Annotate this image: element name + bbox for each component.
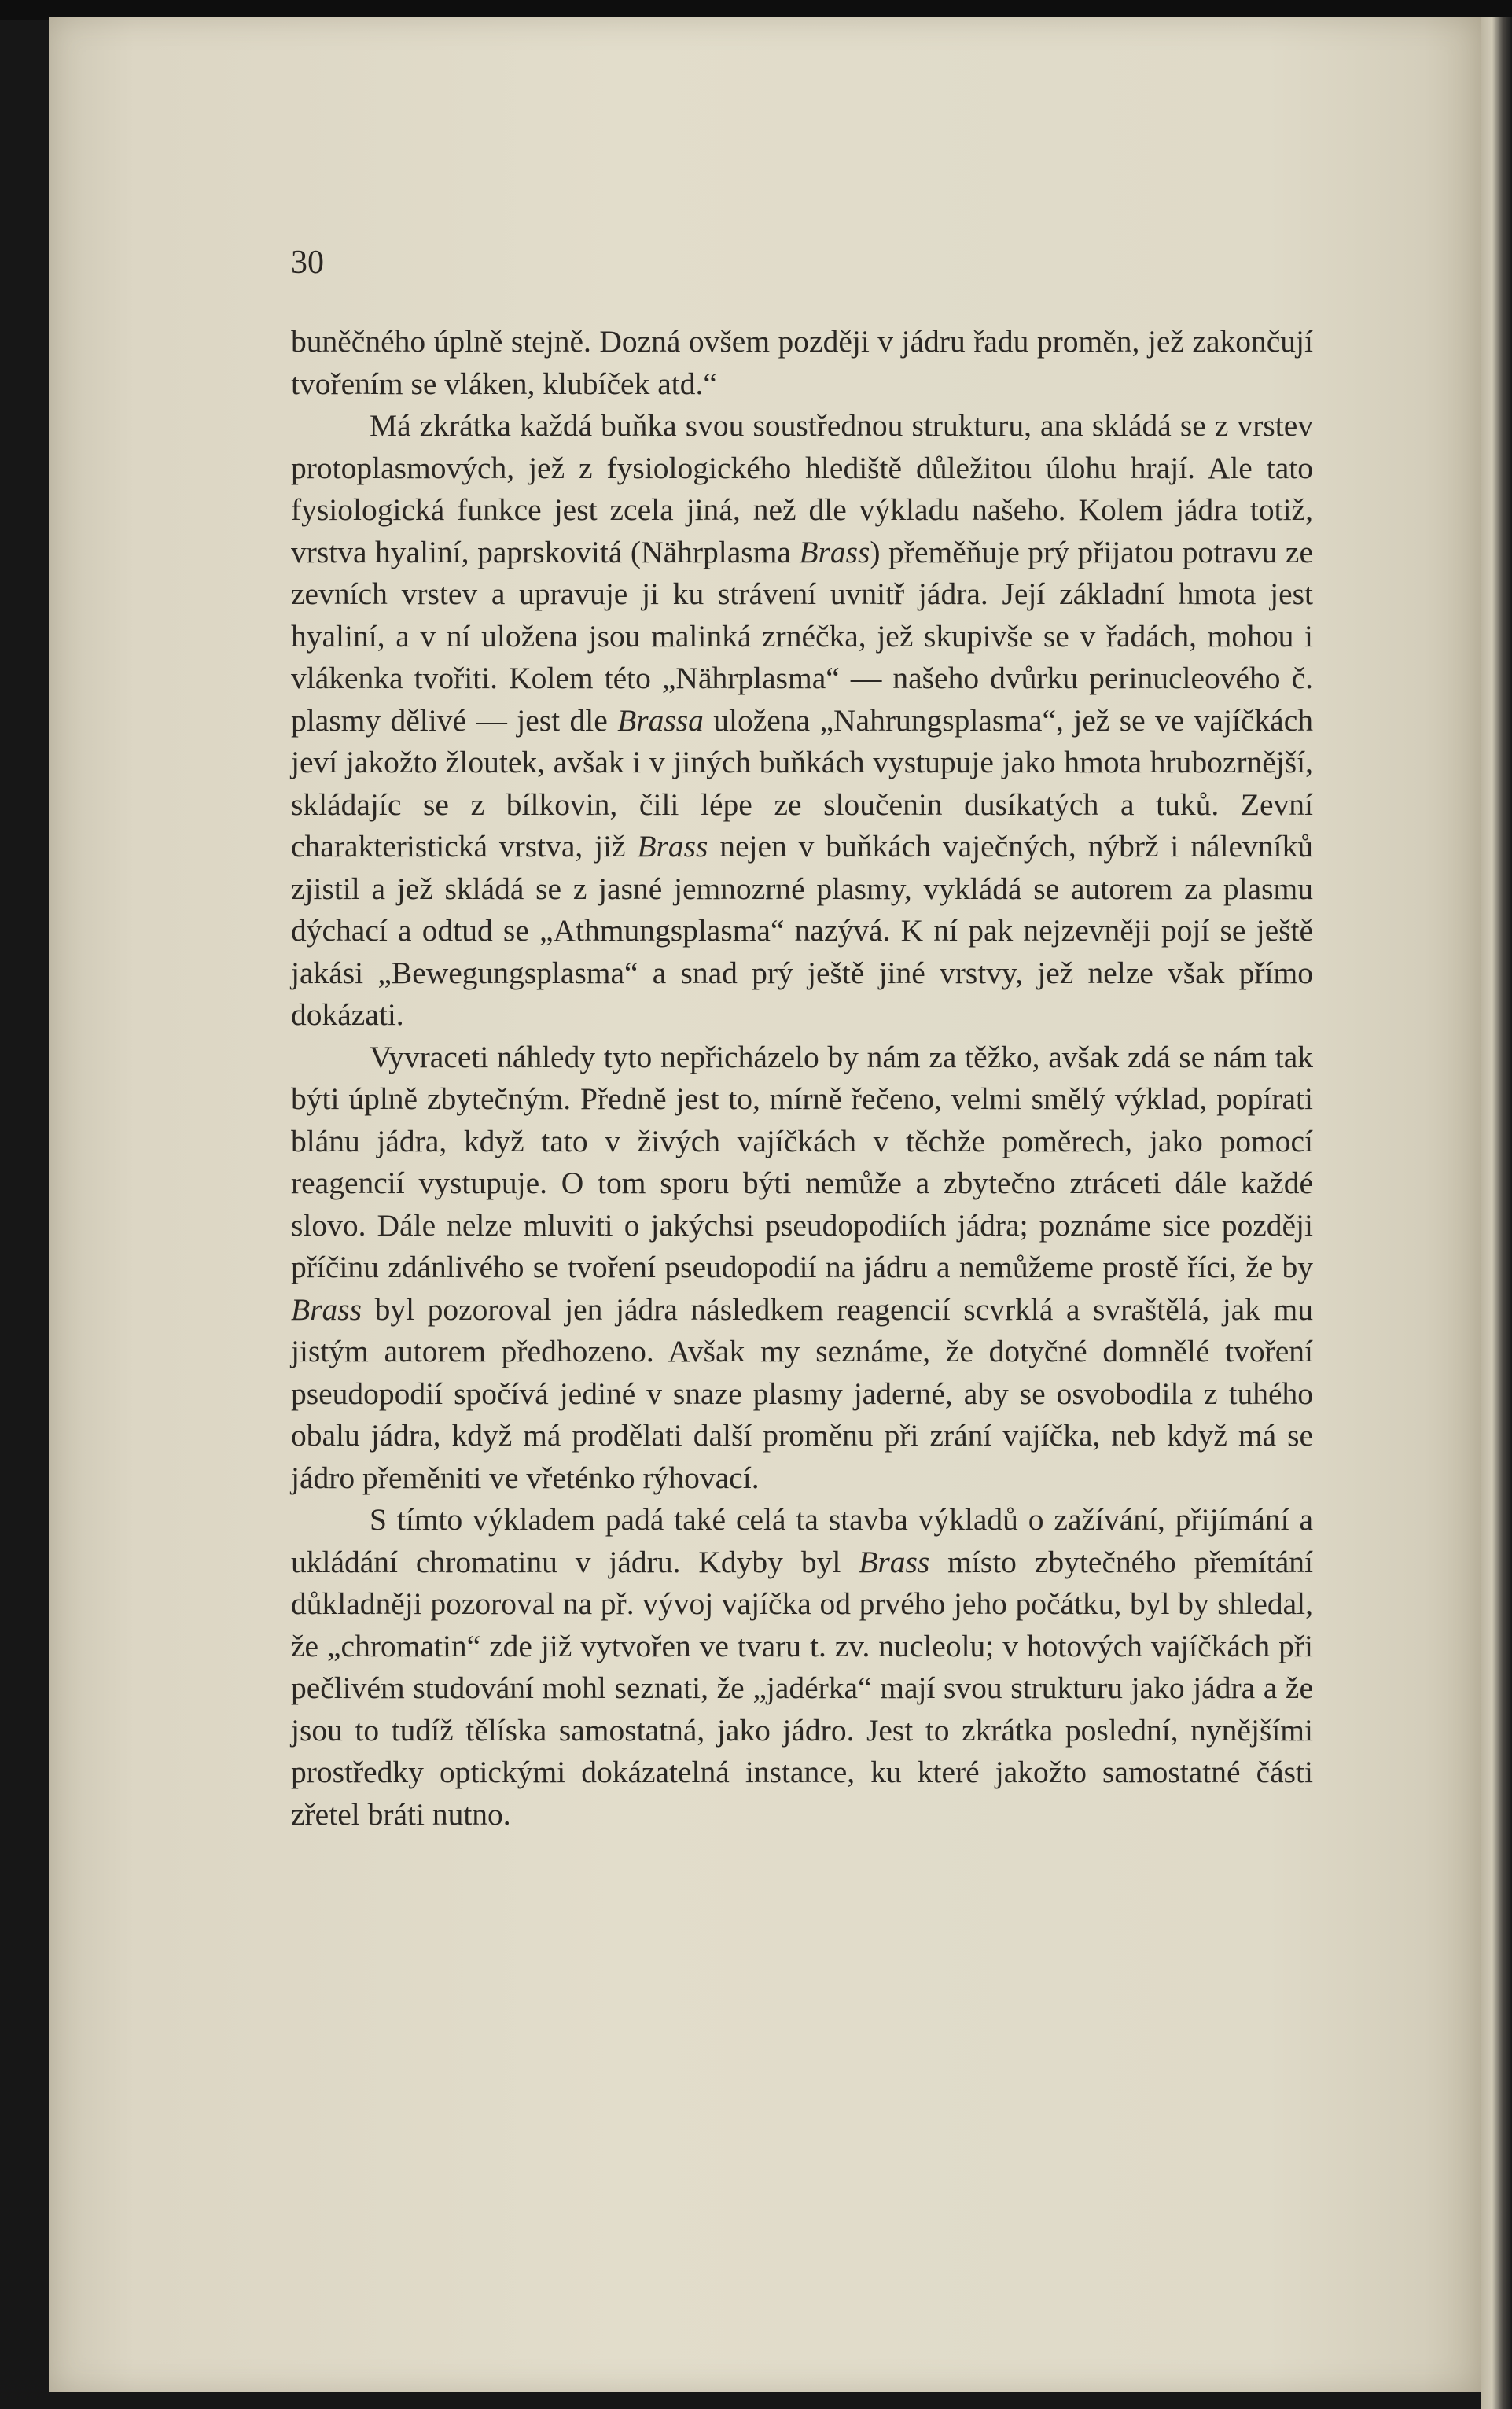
text-run: uložena „Nahrungsplasma“, jež se ve vajíčkách jeví jakožto žloutek, avšak i v jiných buňkách vystupuje jako hmota hrubozrnější, skládajíc se z bílkovin, čili lépe ze sloučenin dusíkatých a tuků. Zevní charakteristická vrstva, již bbox=[291, 702, 1313, 864]
paragraph bbox=[291, 321, 1313, 405]
italic-author-name: Brassa bbox=[617, 702, 704, 738]
page-number: 30 bbox=[291, 245, 324, 281]
italic-author-name: Brass bbox=[291, 1291, 362, 1327]
paragraph bbox=[291, 405, 1313, 1037]
paragraph bbox=[291, 1499, 1313, 1836]
text-run: byl pozoroval jen jádra následkem reagencií scvrklá a svraštělá, jak mu jistým autorem předhozeno. Avšak my seznáme, že dotyčné domnělé tvoření pseudopodií spočívá jediné v snaze plasmy jaderné, aby se osvobodila z tuhého obalu jádra, když má prodělati další proměnu při zrání vajíčka, neb když má se jádro přeměniti ve vřeténko rýhovací. bbox=[291, 1291, 1313, 1495]
text-run: S tímto výkladem padá také celá ta stavba výkladů o zažívání, přijímání a ukládání chromatinu v jádru. Kdyby byl bbox=[291, 1502, 1313, 1579]
italic-author-name: Brass bbox=[859, 1544, 930, 1579]
italic-author-name: Brass bbox=[637, 829, 708, 864]
italic-author-name: Brass bbox=[799, 534, 870, 569]
paragraph bbox=[291, 1037, 1313, 1500]
text-run: buněčného úplně stejně. Dozná ovšem později v jádru řadu proměn, jež zakončují tvořením se vláken, klubíček atd.“ bbox=[291, 324, 1313, 401]
body-text bbox=[291, 321, 1313, 1836]
text-run: nejen v buňkách vaječných, nýbrž i nálevníků zjistil a jež skládá se z jasné jemnozrné plasmy, vykládá se autorem za plasmu dýchací a odtud se „Athmungsplasma“ nazývá. K ní pak nejzevněji pojí se ještě jakási „Bewegungsplasma“ a snad prý ještě jiné vrstvy, jež nelze však přímo dokázati. bbox=[291, 829, 1313, 1032]
text-run: místo zbytečného přemítání důkladněji pozoroval na př. vývoj vajíčka od prvého jeho počátku, byl by shledal, že „chromatin“ zde již vytvořen ve tvaru t. zv. nucleolu; v hotových vajíčkách při pečlivém studování mohl seznati, že „jadérka“ mají svou strukturu jako jádra a že jsou to tudíž tělíska samostatná, jako jádro. Jest to zkrátka poslední, nynějšími prostředky optickými dokázatelná instance, ku které jakožto samostatné části zřetel bráti nutno. bbox=[291, 1544, 1313, 1832]
text-run: ) přeměňuje prý přijatou potravu ze zevních vrstev a upravuje ji ku strávení uvnitř jádra. Její základní hmota jest hyaliní, a v ní uložena jsou malinká zrnéčka, jež skupivše se v řadách, mohou i vlákenka tvořiti. Kolem této „Nährplasma“ — našeho dvůrku perinucleového č. plasmy dělivé — jest dle bbox=[291, 534, 1313, 738]
text-run: Má zkrátka každá buňka svou soustřednou strukturu, ana skládá se z vrstev protoplasmových, jež z fysiologického hlediště důležitou úlohu hrají. Ale tato fysiologická funkce jest zcela jiná, než dle výkladu našeho. Kolem jádra totiž, vrstva hyaliní, paprskovitá (Nährplasma bbox=[291, 408, 1313, 569]
text-run: Vyvraceti náhledy tyto nepřicházelo by nám za těžko, avšak zdá se nám tak býti úplně zbytečným. Předně jest to, mírně řečeno, velmi smělý výklad, popírati blánu jádra, když tato v živých vajíčkách v těchže poměrech, jako pomocí reagencií vystupuje. O tom sporu býti nemůže a zbytečno ztráceti dále každé slovo. Dále nelze mluviti o jakýchsi pseudopodiích jádra; poznáme sice později příčinu zdánlivého se tvoření pseudopodií na jádru a nemůžeme prostě říci, že by bbox=[291, 1039, 1313, 1284]
scan-right-edge bbox=[1481, 17, 1512, 2409]
